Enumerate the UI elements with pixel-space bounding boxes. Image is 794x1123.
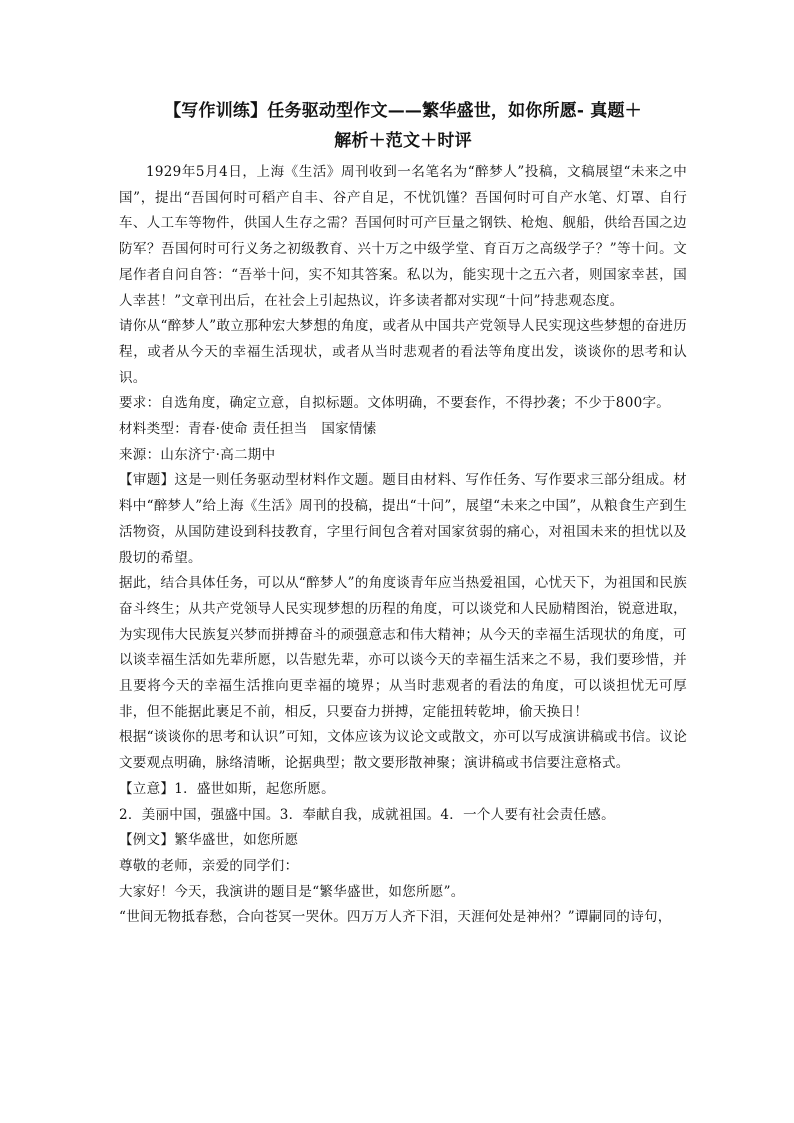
paragraph-material: 1929年5月4日，上海《生活》周刊收到一名笔名为“醉梦人”投稿，文稿展望“未来之中国”，提出“吾国何时可稻产自丰、谷产自足，不忧饥馑？吾国何时可自产水笔、灯罩、自行车、人工车等物件，供国人生存之需？吾国何时可产巨量之钢铁、枪炮、舰船，供给吾国之边防军？吾国何时可行义务之初级教育、兴十万之中级学堂、育百万之高级学子？”等十问。文尾作者自问自答：“吾举十问，实不知其答案。私以为，能实现十之五六者，则国家幸甚，国人幸甚！”文章刊出后，在社会上引起热议，许多读者都对实现“十问”持悲观态度。 [119,164,687,309]
paragraph-analysis-angles: 据此，结合具体任务，可以从“醉梦人”的角度谈青年应当热爱祖国，心忧天下，为祖国和民族奋斗终生；从共产党领导人民实现梦想的历程的角度，可以谈党和人民励精图治，锐意进取，为实现伟大民族复兴梦而拼搏奋斗的顽强意志和伟大精神；从今天的幸福生活现状的角度，可以谈幸福生活如先辈所愿，以告慰先辈，亦可以谈今天的幸福生活来之不易，我们要珍惜，并且要将今天的幸福生活推向更幸福的境界；从当时悲观者的看法的角度，可以谈担忧无可厚非，但不能据此裹足不前，相反，只要奋力拼搏，定能扭转乾坤，偷天换日！ [119,575,687,720]
paragraph-greeting: 大家好！今天，我演讲的题目是“繁华盛世，如您所愿”。 [119,883,465,900]
paragraph-genre: 根据“谈谈你的思考和认识”可知，文体应该为议论文或散文，亦可以写成演讲稿或书信。议论文要观点明确，脉络清晰，论据典型；散文要形散神聚；演讲稿或书信要注意格式。 [119,729,687,772]
paragraph-thesis-2-4: 2．美丽中国，强盛中国。3．奉献自我，成就祖国。4．一个人要有社会责任感。 [119,806,615,823]
title-line-2: 解析＋范文＋时评 [334,131,472,151]
paragraph-source: 来源：山东济宁·高二期中 [119,446,276,463]
paragraph-opening-quote: “世间无物抵春愁，合向苍冥一哭休。四万万人齐下泪，天涯何处是神州？”谭嗣同的诗句， [119,909,672,926]
paragraph-task: 请你从“醉梦人”敢立那种宏大梦想的角度，或者从中国共产党领导人民实现这些梦想的奋进历程，或者从今天的幸福生活现状，或者从当时悲观者的看法等角度出发，谈谈你的思考和认识。 [119,318,687,386]
paragraph-example-title: 【例文】繁华盛世，如您所愿 [119,832,299,849]
paragraph-salutation: 尊敬的老师，亲爱的同学们： [119,857,299,874]
paragraph-material-type: 材料类型：青春·使命 责任担当 国家情愫 [119,421,377,438]
document-page [119,96,687,931]
paragraph-requirements: 要求：自选角度，确定立意，自拟标题。文体明确，不要套作，不得抄袭；不少于800字。 [119,395,671,412]
title-line-1: 【写作训练】任务驱动型作文——繁华盛世，如你所愿- 真题＋ [164,101,642,121]
paragraph-analysis: 【审题】这是一则任务驱动型材料作文题。题目由材料、写作任务、写作要求三部分组成。材料中“醉梦人”给上海《生活》周刊的投稿，提出“十问”，展望“未来之中国”，从粮食生产到生活物资，从国防建设到科技教育，字里行间包含着对国家贫弱的痛心，对祖国未来的担忧以及殷切的希望。 [119,472,687,566]
paragraph-thesis-1: 【立意】1．盛世如斯，起您所愿。 [119,780,335,797]
document-title [119,96,687,156]
